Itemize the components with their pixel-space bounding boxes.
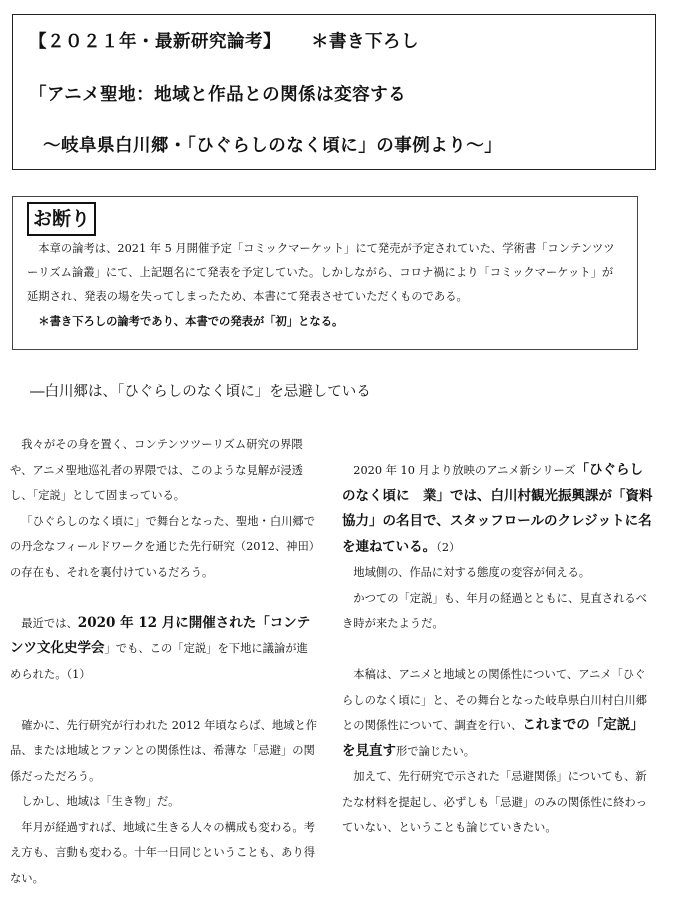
paragraph: 我々がその身を置く、コンテンツツーリズム研究の界隈や、アニメ聖地巡礼者の界隈では、このような見解が浸透し、「定説」として固まっている。 <box>10 438 303 502</box>
text-run: 最近では、 <box>21 616 78 630</box>
text-run: 2020 年 10 月より放映のアニメ新シリーズ <box>353 464 576 477</box>
paragraph <box>342 662 654 764</box>
title-note: ＊書き下ろし <box>311 32 419 52</box>
text-run: 形で論じたい。 <box>396 744 476 758</box>
article-subtitle: ～岐阜県白川郷・「ひぐらしのなく頃に」の事例より～」 <box>43 136 503 156</box>
paragraph: かつての「定説」も、年月の経過とともに、見直されるべき時が来たようだ。 <box>342 591 648 630</box>
paragraph: 確かに、先行研究が行われた 2012 年頃ならば、地域と作品、または地域とファンとの関係性は、希薄な「忌避」の関係だっただろう。 <box>10 718 318 783</box>
emphasis-text: これまでの「定説」を見直す <box>342 717 644 759</box>
text-run: 」でも、この「定説」を下地に議論が進められた。（1） <box>10 642 308 681</box>
paragraph: 年月が経過すれば、地域に生きる人々の構成も変わる。考え方も、言動も変わる。十年一日同じということも、あり得ない。 <box>10 820 316 885</box>
title-box <box>12 14 656 170</box>
paragraph <box>342 458 654 560</box>
title-year-label: 【２０２１年・最新研究論考】 <box>29 32 281 52</box>
paragraph: 地域側の、作品に対する態度の変容が伺える。 <box>353 566 591 579</box>
notice-heading: お断り <box>27 202 96 236</box>
section-heading: ―白川郷は、「ひぐらしのなく頃に」を忌避している <box>30 384 371 400</box>
left-column <box>10 432 318 891</box>
emphasis-text: 2020 年 12 月に開催された「コンテンツ文化史学会 <box>10 614 311 656</box>
paragraph: 加えて、先行研究で示された「忌避関係」についても、新たな材料を提起し、必ずしも「忌避」のみの関係性に終わっていない、ということも論じていきたい。 <box>342 770 647 834</box>
right-column <box>342 458 654 841</box>
paragraph <box>10 611 318 688</box>
paragraph: 「ひぐらしのなく頃に」で舞台となった、聖地・白川郷での丹念なフィールドワークを通じた先行研究（2012、神田）の存在も、それを裏付けているだろう。 <box>10 514 316 579</box>
article-title: 「アニメ聖地：地域と作品との関係は変容する <box>29 85 407 105</box>
notice-box <box>12 196 638 350</box>
notice-body: 本章の論考は、2021 年 5 月開催予定「コミックマーケット」にて発売が予定されていた、学術書「コンテンツツーリズム論叢」にて、上記題名にて発表を予定していた。しかしながら、コロナ禍により「コミックマーケット」が延期され、発表の場を失ってしまったため、本書にて発表させていただくものである。 <box>27 242 615 303</box>
notice-footer: ＊書き下ろしの論考であり、本書での発表が「初」となる。 <box>38 314 344 328</box>
title-line-1 <box>29 28 419 53</box>
text-run: （2） <box>436 540 461 554</box>
text-run: 本稿は、アニメと地域との関係性について、アニメ「ひぐらしのなく頃に」と、その舞台となった岐阜県白川村白川郷との関係性について、調査を行い、 <box>342 668 648 732</box>
paragraph: しかし、地域は「生き物」だ。 <box>21 795 180 808</box>
emphasis-text: 「ひぐらしのなく頃に 業」では、白川村観光振興課が「資料協力」の名目で、スタッフロールのクレジットに名を連ねている。 <box>342 462 653 555</box>
